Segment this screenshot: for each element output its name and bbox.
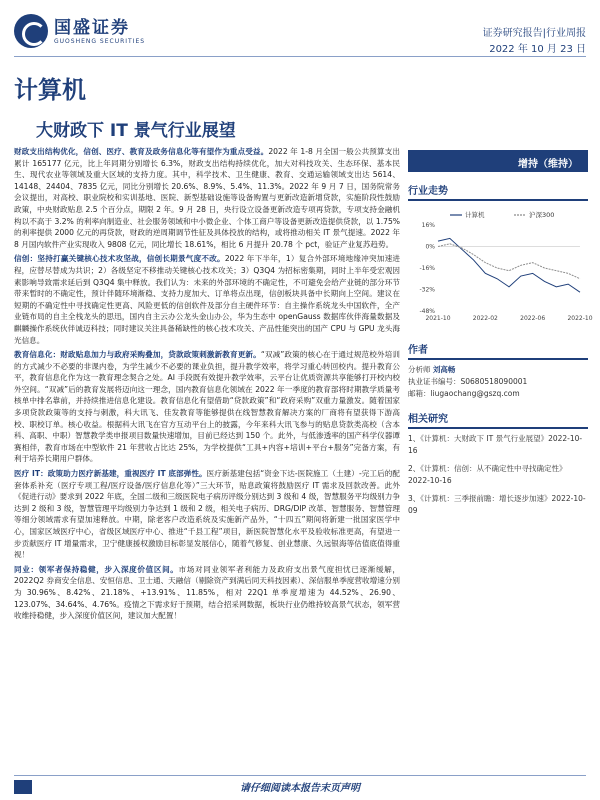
logo-english: GUOSHENG SECURITIES <box>54 37 146 45</box>
sidebar <box>408 150 593 523</box>
y-tick-label: -32% <box>419 286 435 294</box>
legend-label: 沪深300 <box>529 211 555 219</box>
report-date: 2022 年 10 月 23 日 <box>489 44 586 55</box>
main-body <box>14 146 400 625</box>
analyst-email[interactable]: 邮箱：liugaochang@gszq.com <box>408 389 520 398</box>
related-item[interactable]: 3、《计算机：三季报前瞻：增长逐步加速》2022-10-09 <box>408 494 586 515</box>
sector-name: 计算机 <box>14 76 86 104</box>
footer-divider <box>14 775 586 776</box>
x-tick-label: 2022-06 <box>520 315 546 322</box>
x-tick-label: 2021-10 <box>425 315 451 322</box>
analyst-cert: 执业证书编号：S0680518090001 <box>408 377 528 386</box>
report-type: 证券研究报告|行业周报 <box>482 28 586 39</box>
related-heading: 相关研究 <box>408 410 588 429</box>
paragraph: 财政支出结构优化，信创、医疗、教育及政务信息化等有望作为重点受益。2022 年 1-8 月全国一般公共预算支出累计 165177 亿元，比上年同期分别增长 6.3%，财政支出结构持续优化，加大对科技攻关、生态环保、基本民生、现代农业等领域及重大区域的支持力度。其中，科学技术、卫生健康、教育、交通运输领域支出达 5614、14148、24404、7835 亿元，同比分别增长 20.6%、8.9%、5.4%、11.3%。2022 年 9 月 7 日，国务院常务会议提出，对高校、职业院校和实训基地、医院、新型基础设施等设备购置与更新改造新增贷款，实施阶段性鼓励政策，中央财政贴息 2.5 个百分点，期限 2 年。9 月 28 日，央行设立设备更新改造专项再贷款，专项支持金融机构以不高于 3.2% 的利率向制造业、社会服务领域和中小微企业、个体工商户等设备更新改造提供贷款，以 1.75% 的利率提供 2000 亿元的再贷款，财政的逆周期调节性征及具体投放的结构，或将推动相关 IT 景气提速。2022 年 8 月国内软件产业实现收入 9808 亿元，同比增长 18.61%，相比 6 月提升 20.78 个 pct，验证产业复苏趋势。 <box>14 147 401 249</box>
y-tick-label: 0% <box>425 243 435 251</box>
header-divider <box>14 56 586 57</box>
y-tick-label: -48% <box>419 308 435 315</box>
series-line <box>438 244 580 279</box>
related-item[interactable]: 2、《计算机：信创：从不确定性中寻找确定性》2022-10-16 <box>408 464 567 485</box>
logo-icon <box>14 14 48 48</box>
y-tick-label: -16% <box>419 265 435 272</box>
legend-label: 计算机 <box>465 211 485 219</box>
company-logo <box>14 14 145 48</box>
paragraph: 医疗 IT：政策助力医疗新基建，重视医疗 IT 底部弹性。医疗新基建包括“资金下达-医院施工（土建）-完工后的配套体系补充（医疗专项工程/医疗设备/医疗信息化等）”三大环节，贴息政策将鼓励医疗 IT 需求及回款改善。此外《促进行动》要求到 2022 年底，全国二级和三级医院电子病历评级分别达到 3 级和 4 级，智慧服务平均级别力争达到 2 级和 3 级，智慧管理平均级别力争达到 1 级和 2 级，相关电子病历、DRG/DIP 改革、智慧服务、智慧管理等细分领域需求有望加速释放。中期，除老客户改造系统及实施新产品外，“十四五”期间将新建一批国家医学中心，国家区域医疗中心，省级区域医疗中心、推进“千县工程”项目，新医院智慧化水平及验收标准更高，有望进一步贡献医疗 IT 增量需求，卫宁健康援权激励目标彰显发展信心，随着气修复、创业慧康、久远银海等估值底值得重视！ <box>14 469 400 560</box>
logo-name: 国盛证券 <box>54 17 130 38</box>
report-header <box>0 0 600 56</box>
x-tick-label: 2022-10 <box>567 315 593 322</box>
rating-badge: 增持（维持） <box>408 150 588 172</box>
y-tick-label: 16% <box>421 222 435 229</box>
x-tick-label: 2022-02 <box>472 315 498 322</box>
related-list <box>408 433 588 517</box>
paragraph: 同业：领军者保持稳健，步入深度价值区间。市场对同业领军者利能力及政府支出景气度担忧已逐渐缓解，2022Q2 券商安全信息、安恒信息、卫士通、天融信（剔除资产到满后同天科技因素）、深信服单季度营收增速分别为 30.96%、8.42%、21.18%、+13.91%、11.85%，相对 22Q1 单季度增速为 44.52%、26.90、123.07%、34.64%、4.76%。疫情之下需求好于预期，结合招采网数据，板块行业仍维持较高景气状态，领军营收维持稳健，步入深度价值区间，建议加大配置！ <box>14 564 401 621</box>
paragraph: 教育信息化：财政贴息加力与政府采购叠加，贷款政策刺激新教育更新。“双减”政策的核心在于通过规范校外培训的方式减少不必要的非课内卷，为学生减少不必要的课业负担，提升教学效率，将学习重心转回校内。提升教育公平，教育信息化作为这一教育理念契合之处。AI 手段既有效提升教学效率，云平台让优质资源共享能够打开校内校外空间。“双减”后的教育发展将迈向这一理念，国内教育信息化领域在 2022 年一季度的教育部将时期教学质量考核单中排名靠前，并持续推进信息化建设。教育信息化有望借助“贷款政策”和“政府采购”双重力量激发。随着国家多项贷款政策等的支持与刺激，科大讯飞、佳发教育等能够提供在线智慧教育解决方案的厂商将有望获得下游高校、职校订单。核心收益。根据科大讯飞在官方互动平台上的披露，今年来科大讯飞参与的贴息贷款类高校（含本科、高职、中职）智慧教学类申报项目数量快速增加，目前已经达到 150 个。此外，与低渗透率的国产科学仪器谭赛相伴，教育市场在中型软件 21 年营收占比达 25%，为学校提供“工具+内容+培训+平台+服务”完备方案，有利于培养长期用户群体。 <box>14 350 400 464</box>
analyst-name: 刘高畅 <box>432 365 456 374</box>
footer-disclaimer: 请仔细阅读本报告末页声明 <box>240 783 360 794</box>
paragraph: 信创：坚持打赢关键核心技术攻坚战，信创长期景气度不改。2022 年下半年，1）复合外部环境地缘冲突加速进程，应替尽替成为共识；2）各级坚定不移推动关键核心技术攻关；3）Q3Q4 为招标密集期，同时上半年受宏观因素影响导致需求延后到 Q3Q4 集中释放。我们认为：未来的外部环境的不确定性，不可避免会给产业链的部分环节带来暂时的不确定性，预计伴随环境渐稳、支持力度加大、订单将点出现，信创板块具备中长期向上空间。建议在短期的不确定性中寻找确定性更高、风险更低的信创软件及部分自主硬件环节：自主操作系统龙头中国软件，全产业链布局的自主全栈龙头的思迅，国内自主云办公龙头金山办公，华为生态中 openGauss 数据库伙伴海量数据及麒麟操作系统伙伴诚迈科技；同时建议关注具备稀缺性的核心技术攻关、产品性能突出的国产 CPU 与 GPU 龙头海光信息。 <box>14 254 400 345</box>
trend-chart <box>408 207 593 327</box>
author-heading: 作者 <box>408 341 588 360</box>
report-title: 大财政下 IT 景气行业展望 <box>36 121 236 141</box>
analyst-label: 分析师 <box>408 365 431 374</box>
related-item[interactable]: 1、《计算机：大财政下 IT 景气行业展望》2022-10-16 <box>408 434 583 455</box>
trend-heading: 行业走势 <box>408 182 588 201</box>
